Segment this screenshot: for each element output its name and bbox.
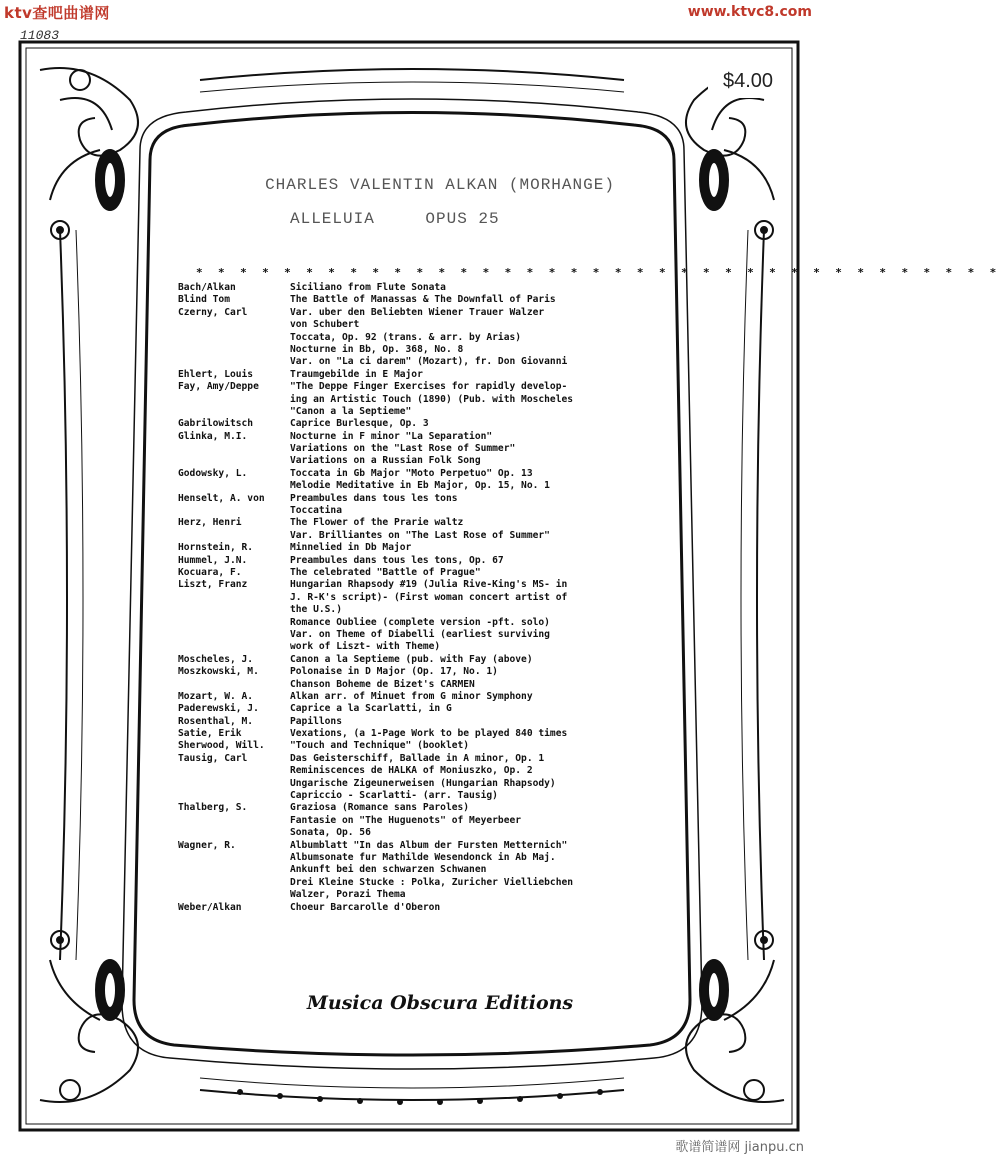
composer-name: Mozart, W. A. — [178, 690, 254, 702]
catalog-row — [178, 592, 674, 604]
work-title: Melodie Meditative in Eb Major, Op. 15, No. 1 — [290, 480, 550, 492]
catalog-row — [178, 840, 674, 852]
catalog-row — [178, 579, 674, 591]
work-title: "Touch and Technique" (booklet) — [290, 740, 470, 752]
composer-name — [178, 679, 290, 691]
work-title: Var. uber den Beliebten Wiener Trauer Walzer — [290, 306, 545, 318]
work-title: J. R-K's script)- (First woman concert artist of — [290, 591, 568, 603]
work-title: Reminiscences de HALKA of Moniuszko, Op. 2 — [290, 765, 533, 777]
work-title: Hungarian Rhapsody #19 (Julia Rive-King's MS- in — [290, 579, 568, 591]
composer-name: Blind Tom — [178, 294, 230, 306]
composer-name: Paderewski, J. — [178, 703, 259, 715]
catalog-row — [178, 542, 674, 554]
composer-name — [178, 394, 290, 406]
work-title: "Canon a la Septieme" — [290, 405, 412, 417]
catalog-row — [178, 703, 674, 715]
work-title: Canon a la Septieme (pub. with Fay (above) — [290, 653, 533, 665]
catalog-row — [178, 679, 674, 691]
composer-name — [178, 455, 290, 467]
composer-name: Sherwood, Will. — [178, 740, 265, 752]
composer-name — [178, 443, 290, 455]
work-title: Caprice a la Scarlatti, in G — [290, 703, 452, 715]
catalog-row — [178, 468, 674, 480]
catalog-row — [178, 827, 674, 839]
composer-name: Rosenthal, M. — [178, 715, 254, 727]
composer-name — [178, 877, 290, 889]
watermark-top-right: www.ktvc8.com — [687, 4, 812, 20]
catalog-row — [178, 790, 674, 802]
composer-name: Ehlert, Louis — [178, 368, 254, 380]
catalog-row — [178, 505, 674, 517]
work-title: Nocturne in Bb, Op. 368, No. 8 — [290, 343, 464, 355]
work-title: the U.S.) — [290, 604, 342, 616]
catalog-row — [178, 394, 674, 406]
work-title: Var. on Theme of Diabelli (earliest surviving — [290, 628, 550, 640]
catalog-row — [178, 369, 674, 381]
work-title: Albumblatt "In das Album der Fursten Metternich" — [290, 839, 568, 851]
watermark-top-left: ktv查吧曲谱网 — [4, 4, 110, 22]
work-title: Preambules dans tous les tons, Op. 67 — [290, 554, 504, 566]
catalog-row — [178, 691, 674, 703]
catalog-row — [178, 740, 674, 752]
composer-name — [178, 319, 290, 331]
composer-name: Godowsky, L. — [178, 467, 248, 479]
catalog-row — [178, 455, 674, 467]
composer-name: Fay, Amy/Deppe — [178, 381, 259, 393]
watermark-bottom-right: 歌谱简谱网 jianpu.cn — [675, 1140, 804, 1155]
composer-name: Wagner, R. — [178, 839, 236, 851]
work-title: Toccata, Op. 92 (trans. & arr. by Arias) — [290, 331, 522, 343]
work-title: Drei Kleine Stucke : Polka, Zuricher Vielliebchen — [290, 876, 574, 888]
work-title: The celebrated "Battle of Prague" — [290, 566, 481, 578]
composer-name — [178, 592, 290, 604]
work-title: Toccatina — [290, 505, 342, 517]
catalog-row — [178, 517, 674, 529]
work-title: Nocturne in F minor "La Separation" — [290, 430, 493, 442]
composer-name: Liszt, Franz — [178, 579, 248, 591]
work-title: Var. on "La ci darem" (Mozart), fr. Don Giovanni — [290, 356, 568, 368]
work-title: Traumgebilde in E Major — [290, 368, 423, 380]
opus-number: OPUS 25 — [425, 210, 500, 228]
catalog-row — [178, 617, 674, 629]
catalog-row — [178, 294, 674, 306]
work-title: von Schubert — [290, 319, 360, 331]
composer-name — [178, 765, 290, 777]
work-title: Walzer, Porazi Thema — [290, 889, 406, 901]
catalog-row — [178, 480, 674, 492]
composer-name — [178, 889, 290, 901]
work-title: Minnelied in Db Major — [290, 542, 412, 554]
composer-name — [178, 617, 290, 629]
catalog-row — [178, 728, 674, 740]
work-title: Siciliano from Flute Sonata — [290, 282, 446, 293]
composer-name — [178, 815, 290, 827]
work-title: Toccata in Gb Major "Moto Perpetuo" Op. 13 — [290, 467, 533, 479]
composer-name — [178, 356, 290, 368]
catalog-row — [178, 307, 674, 319]
composer-name — [178, 852, 290, 864]
catalog-row — [178, 802, 674, 814]
catalog-row — [178, 493, 674, 505]
work-title: Capriccio - Scarlatti- (arr. Tausig) — [290, 790, 498, 802]
work-title: Caprice Burlesque, Op. 3 — [290, 418, 429, 430]
work-title: Fantasie on "The Huguenots" of Meyerbeer — [290, 814, 522, 826]
composer-name: Thalberg, S. — [178, 802, 248, 814]
catalog-row — [178, 641, 674, 653]
composer-name — [178, 827, 290, 839]
catalog-row — [178, 852, 674, 864]
work-title: Das Geisterschiff, Ballade in A minor, Op. 1 — [290, 752, 545, 764]
composer-name: Henselt, A. von — [178, 492, 265, 504]
work-title: The Battle of Manassas & The Downfall of Paris — [290, 294, 556, 306]
composer-name: Czerny, Carl — [178, 306, 248, 318]
catalog-row — [178, 406, 674, 418]
catalog-row — [178, 716, 674, 728]
composer-name — [178, 344, 290, 356]
composer-name — [178, 480, 290, 492]
catalog-row — [178, 443, 674, 455]
work-title: Var. Brilliantes on "The Last Rose of Summer" — [290, 529, 550, 541]
composer-name — [178, 778, 290, 790]
composer-name — [178, 864, 290, 876]
composer-name — [178, 332, 290, 344]
composer-name: Moszkowski, M. — [178, 666, 259, 678]
catalog-row — [178, 604, 674, 616]
composer-name: Hummel, J.N. — [178, 554, 248, 566]
work-title: Papillons — [290, 715, 342, 727]
catalog-row — [178, 418, 674, 430]
work-title: Vexations, (a 1-Page Work to be played 840 times — [290, 728, 568, 740]
composer-name: Herz, Henri — [178, 517, 242, 529]
catalog-row — [178, 778, 674, 790]
composer-name: Hornstein, R. — [178, 542, 254, 554]
work-title: Polonaise in D Major (Op. 17, No. 1) — [290, 666, 498, 678]
catalog-row — [178, 567, 674, 579]
subtitle — [290, 210, 530, 228]
composer-name — [178, 604, 290, 616]
work-title: "The Deppe Finger Exercises for rapidly develop- — [290, 381, 568, 393]
catalog-row — [178, 282, 674, 294]
composer-name: Weber/Alkan — [178, 901, 242, 913]
catalog-row — [178, 654, 674, 666]
catalog-row — [178, 381, 674, 393]
work-title: Ankunft bei den schwarzen Schwanen — [290, 864, 487, 876]
work-title: ing an Artistic Touch (1890) (Pub. with Moscheles — [290, 393, 574, 405]
composer-name — [178, 641, 290, 653]
composer-name — [178, 505, 290, 517]
catalog-row — [178, 356, 674, 368]
composer-name: Satie, Erik — [178, 728, 242, 740]
work-title: Variations on a Russian Folk Song — [290, 455, 481, 467]
price-label: $4.00 — [722, 70, 774, 92]
publisher-logo: Musica Obscura Editions — [306, 992, 574, 1014]
catalog-row — [178, 765, 674, 777]
catalog-row — [178, 815, 674, 827]
work-title: Graziosa (Romance sans Paroles) — [290, 802, 470, 814]
composer-name — [178, 530, 290, 542]
catalog-row — [178, 555, 674, 567]
catalog-row — [178, 344, 674, 356]
composer-name: Glinka, M.I. — [178, 430, 248, 442]
composer-name: Gabrilowitsch — [178, 418, 254, 430]
work-title: Albumsonate fur Mathilde Wesendonck in Ab Maj. — [290, 851, 556, 863]
work-title: Sonata, Op. 56 — [290, 827, 371, 839]
piece-title: ALLELUIA — [290, 210, 375, 228]
catalog-row — [178, 864, 674, 876]
catalog-row — [178, 753, 674, 765]
composer-name — [178, 629, 290, 641]
composer-name — [178, 406, 290, 418]
work-title: The Flower of the Prarie waltz — [290, 517, 464, 529]
work-title: Romance Oubliee (complete version -pft. solo) — [290, 616, 550, 628]
catalog-row — [178, 889, 674, 901]
star-separator: * * * * * * * * * * * * * * * * * * * * * * * * * * * * * * * * * * * * * — [196, 266, 1001, 279]
catalog-row — [178, 629, 674, 641]
page-title: CHARLES VALENTIN ALKAN (MORHANGE) — [265, 176, 615, 194]
composer-name: Bach/Alkan — [178, 282, 236, 293]
work-title: work of Liszt- with Theme) — [290, 641, 441, 653]
work-title: Ungarische Zigeunerweisen (Hungarian Rhapsody) — [290, 777, 556, 789]
composer-name: Moscheles, J. — [178, 653, 254, 665]
catalog-row — [178, 666, 674, 678]
work-title: Alkan arr. of Minuet from G minor Symphony — [290, 690, 533, 702]
composer-name: Tausig, Carl — [178, 752, 248, 764]
catalog-row — [178, 431, 674, 443]
catalog-row — [178, 319, 674, 331]
catalog-row — [178, 332, 674, 344]
catalog-list — [178, 282, 674, 914]
work-title: Variations on the "Last Rose of Summer" — [290, 443, 516, 455]
work-title: Choeur Barcarolle d'Oberon — [290, 901, 441, 913]
catalog-row — [178, 902, 674, 914]
catalog-row — [178, 530, 674, 542]
catalog-number: 11083 — [20, 28, 60, 43]
work-title: Chanson Boheme de Bizet's CARMEN — [290, 678, 475, 690]
composer-name — [178, 790, 290, 802]
composer-name: Kocuara, F. — [178, 566, 242, 578]
work-title: Preambules dans tous les tons — [290, 492, 458, 504]
catalog-row — [178, 877, 674, 889]
